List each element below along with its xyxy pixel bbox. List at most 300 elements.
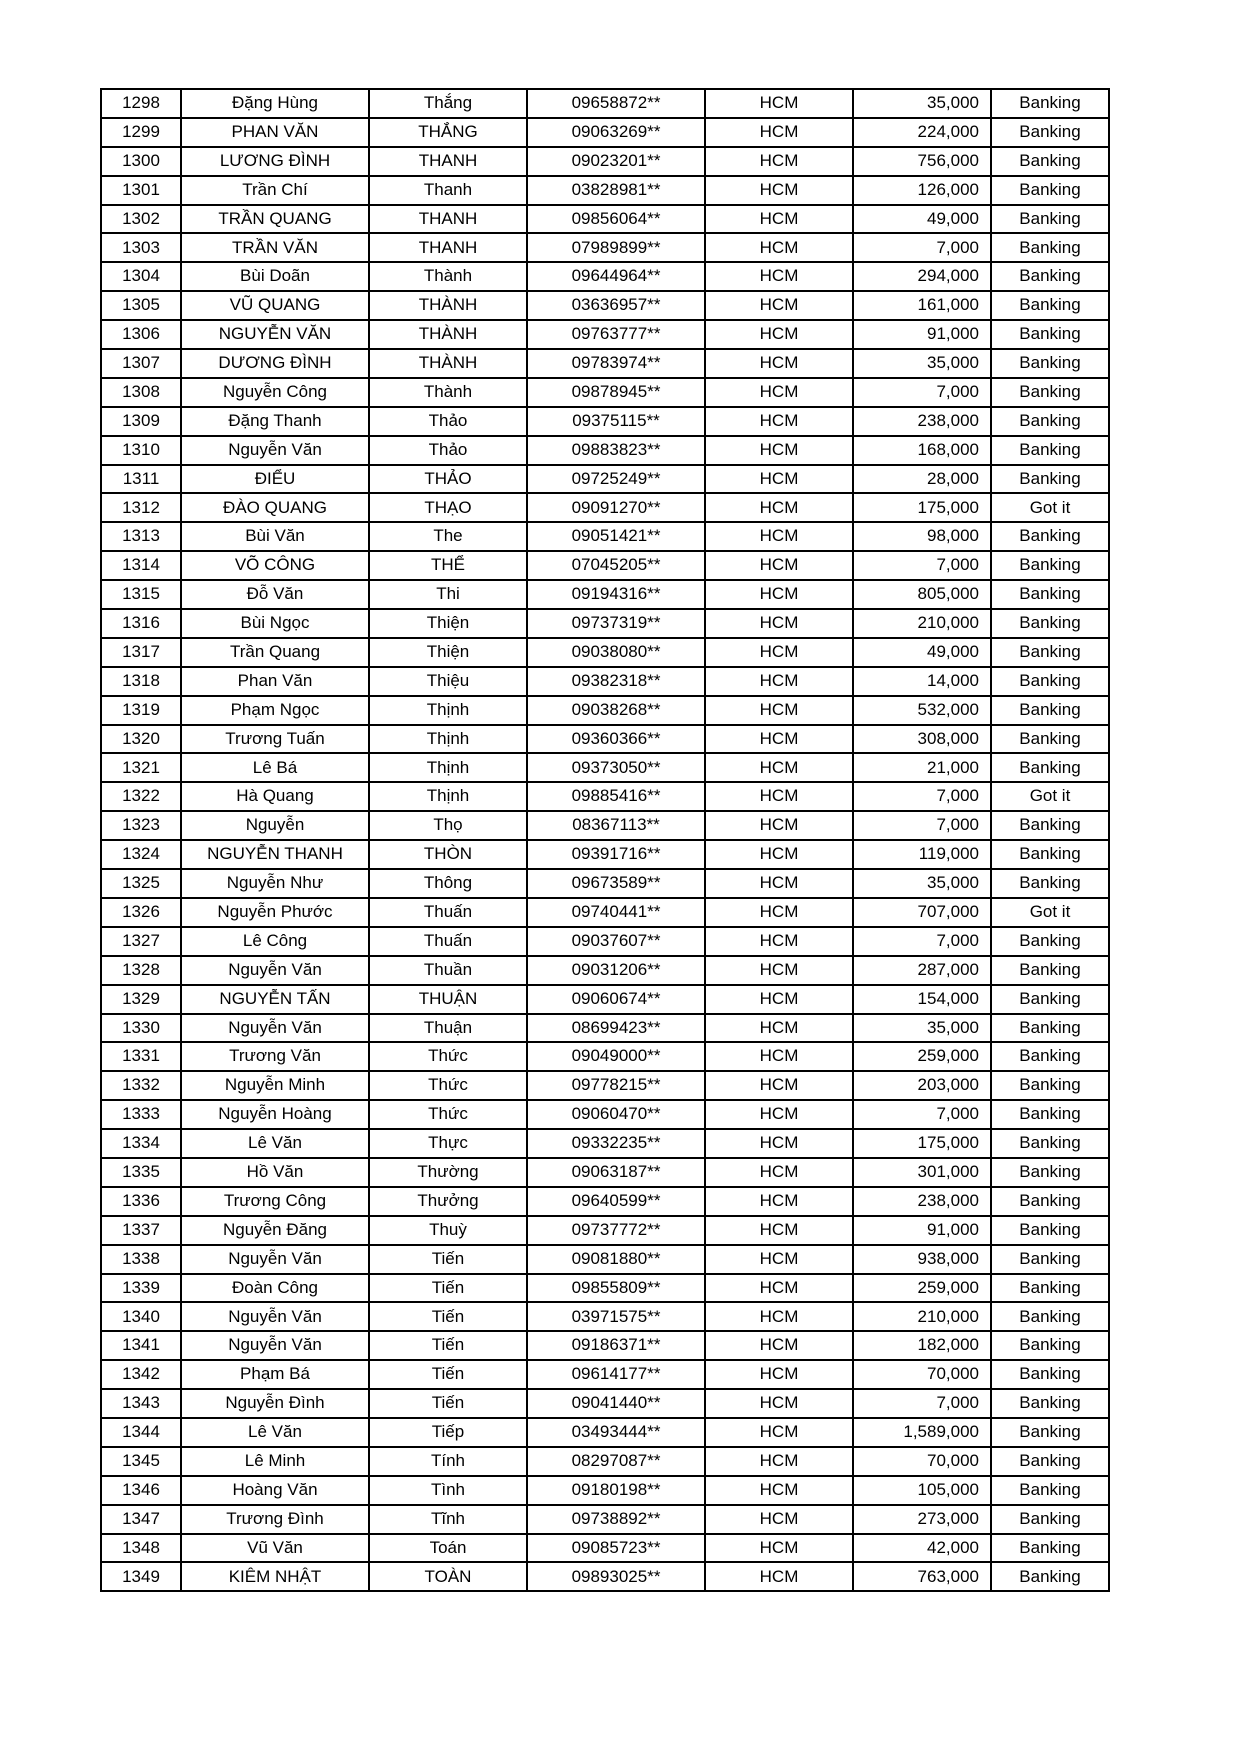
cell-given_name: THANH [369,233,527,262]
cell-surname_middle_name: KIÊM NHẬT [181,1562,369,1591]
cell-id: 1298 [101,89,181,118]
cell-region: HCM [705,233,853,262]
cell-surname_middle_name: VŨ QUANG [181,291,369,320]
cell-region: HCM [705,1389,853,1418]
cell-id: 1299 [101,118,181,147]
cell-status: Banking [991,811,1109,840]
table-row [101,580,1109,609]
cell-given_name: Thiệu [369,667,527,696]
cell-region: HCM [705,811,853,840]
cell-region: HCM [705,378,853,407]
cell-amount: 161,000 [853,291,991,320]
cell-given_name: Thảo [369,436,527,465]
cell-given_name: Tĩnh [369,1505,527,1534]
cell-phone: 09878945** [527,378,705,407]
cell-id: 1327 [101,927,181,956]
cell-status: Banking [991,1418,1109,1447]
table-row [101,118,1109,147]
cell-id: 1314 [101,551,181,580]
cell-phone: 09373050** [527,753,705,782]
cell-surname_middle_name: Hà Quang [181,782,369,811]
cell-surname_middle_name: Đặng Hùng [181,89,369,118]
cell-surname_middle_name: VÕ CÔNG [181,551,369,580]
cell-id: 1315 [101,580,181,609]
cell-id: 1346 [101,1476,181,1505]
cell-phone: 09737319** [527,609,705,638]
cell-id: 1331 [101,1042,181,1071]
table-row [101,349,1109,378]
cell-id: 1328 [101,956,181,985]
cell-status: Banking [991,1216,1109,1245]
cell-status: Banking [991,118,1109,147]
cell-id: 1304 [101,262,181,291]
table-row [101,1216,1109,1245]
cell-status: Banking [991,291,1109,320]
cell-region: HCM [705,609,853,638]
cell-surname_middle_name: Trần Chí [181,176,369,205]
cell-status: Banking [991,1505,1109,1534]
cell-region: HCM [705,522,853,551]
cell-phone: 09051421** [527,522,705,551]
cell-id: 1317 [101,638,181,667]
cell-surname_middle_name: Đặng Thanh [181,407,369,436]
cell-id: 1334 [101,1129,181,1158]
cell-id: 1339 [101,1274,181,1303]
cell-amount: 210,000 [853,609,991,638]
cell-phone: 09778215** [527,1071,705,1100]
table-row [101,927,1109,956]
table-row [101,638,1109,667]
cell-amount: 42,000 [853,1534,991,1563]
cell-phone: 09194316** [527,580,705,609]
cell-phone: 09063187** [527,1158,705,1187]
cell-phone: 09186371** [527,1331,705,1360]
table-row [101,1534,1109,1563]
cell-given_name: Thực [369,1129,527,1158]
cell-given_name: Thông [369,869,527,898]
table-row [101,1505,1109,1534]
cell-region: HCM [705,1245,853,1274]
table-row [101,436,1109,465]
table-row [101,869,1109,898]
cell-phone: 09085723** [527,1534,705,1563]
cell-surname_middle_name: Lê Văn [181,1129,369,1158]
cell-id: 1312 [101,493,181,522]
cell-region: HCM [705,262,853,291]
cell-amount: 224,000 [853,118,991,147]
cell-given_name: Thắng [369,89,527,118]
table-row [101,522,1109,551]
cell-given_name: Tiến [369,1389,527,1418]
cell-surname_middle_name: Nguyễn Văn [181,436,369,465]
cell-phone: 09614177** [527,1360,705,1389]
cell-id: 1319 [101,696,181,725]
cell-status: Banking [991,89,1109,118]
cell-status: Got it [991,898,1109,927]
cell-id: 1337 [101,1216,181,1245]
cell-phone: 09738892** [527,1505,705,1534]
cell-amount: 168,000 [853,436,991,465]
table-row [101,1071,1109,1100]
table-row [101,1360,1109,1389]
cell-status: Banking [991,1158,1109,1187]
cell-id: 1321 [101,753,181,782]
cell-given_name: THẠO [369,493,527,522]
cell-surname_middle_name: Nguyễn Như [181,869,369,898]
cell-surname_middle_name: TRẦN QUANG [181,205,369,234]
table-row [101,609,1109,638]
cell-phone: 09644964** [527,262,705,291]
cell-status: Banking [991,580,1109,609]
cell-region: HCM [705,840,853,869]
cell-given_name: Thuấn [369,898,527,927]
cell-status: Banking [991,956,1109,985]
cell-phone: 08297087** [527,1447,705,1476]
cell-given_name: Tiến [369,1360,527,1389]
cell-region: HCM [705,551,853,580]
table-row [101,753,1109,782]
cell-given_name: Thưởng [369,1187,527,1216]
cell-region: HCM [705,1476,853,1505]
table-row [101,89,1109,118]
table-row [101,840,1109,869]
cell-status: Banking [991,551,1109,580]
cell-surname_middle_name: Nguyễn Văn [181,1014,369,1043]
table-row [101,1129,1109,1158]
cell-id: 1307 [101,349,181,378]
cell-amount: 7,000 [853,782,991,811]
records-table [100,88,1110,1592]
table-row [101,262,1109,291]
cell-id: 1325 [101,869,181,898]
cell-amount: 70,000 [853,1447,991,1476]
cell-surname_middle_name: Vũ Văn [181,1534,369,1563]
cell-surname_middle_name: Nguyễn Văn [181,1302,369,1331]
cell-region: HCM [705,147,853,176]
cell-id: 1347 [101,1505,181,1534]
cell-phone: 09063269** [527,118,705,147]
cell-phone: 09023201** [527,147,705,176]
cell-phone: 03636957** [527,291,705,320]
cell-phone: 09382318** [527,667,705,696]
cell-phone: 09081880** [527,1245,705,1274]
cell-given_name: Thịnh [369,782,527,811]
cell-given_name: THÀNH [369,291,527,320]
cell-phone: 09037607** [527,927,705,956]
cell-surname_middle_name: ĐIỂU [181,465,369,494]
cell-given_name: THUẬN [369,985,527,1014]
cell-status: Banking [991,1042,1109,1071]
cell-region: HCM [705,1447,853,1476]
cell-status: Banking [991,840,1109,869]
cell-id: 1348 [101,1534,181,1563]
cell-id: 1303 [101,233,181,262]
cell-region: HCM [705,753,853,782]
cell-region: HCM [705,1014,853,1043]
cell-surname_middle_name: DƯƠNG ĐÌNH [181,349,369,378]
cell-given_name: Thiện [369,609,527,638]
cell-phone: 09763777** [527,320,705,349]
cell-region: HCM [705,176,853,205]
cell-id: 1322 [101,782,181,811]
cell-status: Banking [991,1100,1109,1129]
cell-surname_middle_name: Nguyễn Văn [181,1331,369,1360]
cell-given_name: Tính [369,1447,527,1476]
cell-phone: 09049000** [527,1042,705,1071]
cell-region: HCM [705,1534,853,1563]
cell-phone: 09060470** [527,1100,705,1129]
cell-amount: 7,000 [853,927,991,956]
cell-given_name: Tiến [369,1245,527,1274]
table-row [101,1389,1109,1418]
cell-given_name: Toán [369,1534,527,1563]
cell-amount: 14,000 [853,667,991,696]
cell-amount: 273,000 [853,1505,991,1534]
cell-amount: 763,000 [853,1562,991,1591]
cell-region: HCM [705,1274,853,1303]
cell-id: 1309 [101,407,181,436]
cell-surname_middle_name: Lê Minh [181,1447,369,1476]
cell-given_name: Thức [369,1100,527,1129]
cell-region: HCM [705,1505,853,1534]
cell-amount: 7,000 [853,811,991,840]
cell-region: HCM [705,1562,853,1591]
cell-phone: 09038268** [527,696,705,725]
cell-surname_middle_name: TRẦN VĂN [181,233,369,262]
cell-id: 1329 [101,985,181,1014]
cell-amount: 7,000 [853,551,991,580]
cell-given_name: THÀNH [369,320,527,349]
cell-status: Banking [991,522,1109,551]
cell-region: HCM [705,118,853,147]
cell-status: Banking [991,1389,1109,1418]
cell-amount: 756,000 [853,147,991,176]
cell-amount: 707,000 [853,898,991,927]
table-row [101,956,1109,985]
cell-status: Banking [991,1360,1109,1389]
table-row [101,291,1109,320]
cell-amount: 287,000 [853,956,991,985]
cell-id: 1311 [101,465,181,494]
cell-region: HCM [705,725,853,754]
table-row [101,1158,1109,1187]
table-row [101,378,1109,407]
cell-amount: 35,000 [853,869,991,898]
cell-amount: 91,000 [853,1216,991,1245]
table-row [101,1476,1109,1505]
cell-amount: 7,000 [853,1100,991,1129]
cell-phone: 09041440** [527,1389,705,1418]
cell-given_name: THANH [369,205,527,234]
cell-amount: 175,000 [853,1129,991,1158]
table-row [101,1562,1109,1591]
table-row [101,320,1109,349]
table-row [101,233,1109,262]
table-row [101,898,1109,927]
cell-status: Banking [991,1187,1109,1216]
cell-status: Banking [991,205,1109,234]
table-row [101,1100,1109,1129]
table-row [101,205,1109,234]
cell-given_name: THỂ [369,551,527,580]
cell-phone: 09885416** [527,782,705,811]
cell-surname_middle_name: Nguyễn Hoàng [181,1100,369,1129]
cell-given_name: Thi [369,580,527,609]
cell-status: Banking [991,176,1109,205]
cell-status: Banking [991,869,1109,898]
cell-status: Banking [991,1476,1109,1505]
cell-id: 1324 [101,840,181,869]
cell-given_name: The [369,522,527,551]
cell-status: Banking [991,667,1109,696]
cell-id: 1316 [101,609,181,638]
table-row [101,493,1109,522]
cell-amount: 35,000 [853,1014,991,1043]
cell-phone: 09658872** [527,89,705,118]
cell-region: HCM [705,1071,853,1100]
cell-surname_middle_name: Phạm Bá [181,1360,369,1389]
table-row [101,147,1109,176]
cell-phone: 08367113** [527,811,705,840]
cell-id: 1313 [101,522,181,551]
cell-id: 1349 [101,1562,181,1591]
table-row [101,1245,1109,1274]
cell-id: 1320 [101,725,181,754]
cell-amount: 49,000 [853,638,991,667]
cell-amount: 938,000 [853,1245,991,1274]
cell-given_name: THÀNH [369,349,527,378]
table-row [101,551,1109,580]
table-row [101,176,1109,205]
table-row [101,1187,1109,1216]
cell-region: HCM [705,291,853,320]
cell-given_name: Thường [369,1158,527,1187]
cell-surname_middle_name: Nguyễn [181,811,369,840]
cell-region: HCM [705,205,853,234]
cell-amount: 7,000 [853,1389,991,1418]
cell-status: Banking [991,1534,1109,1563]
cell-id: 1326 [101,898,181,927]
cell-region: HCM [705,580,853,609]
cell-id: 1305 [101,291,181,320]
cell-region: HCM [705,782,853,811]
cell-amount: 35,000 [853,349,991,378]
table-row [101,811,1109,840]
cell-status: Banking [991,407,1109,436]
cell-status: Banking [991,638,1109,667]
cell-given_name: Thuần [369,956,527,985]
cell-status: Banking [991,927,1109,956]
cell-amount: 294,000 [853,262,991,291]
cell-amount: 126,000 [853,176,991,205]
cell-phone: 09740441** [527,898,705,927]
cell-status: Banking [991,1274,1109,1303]
cell-id: 1341 [101,1331,181,1360]
cell-id: 1302 [101,205,181,234]
cell-status: Banking [991,147,1109,176]
table-row [101,667,1109,696]
cell-amount: 105,000 [853,1476,991,1505]
cell-surname_middle_name: Trương Văn [181,1042,369,1071]
cell-surname_middle_name: Lê Văn [181,1418,369,1447]
table-row [101,1447,1109,1476]
cell-status: Banking [991,320,1109,349]
cell-surname_middle_name: LƯƠNG ĐÌNH [181,147,369,176]
cell-given_name: Thành [369,378,527,407]
cell-surname_middle_name: Trần Quang [181,638,369,667]
cell-surname_middle_name: Nguyễn Minh [181,1071,369,1100]
cell-region: HCM [705,1360,853,1389]
cell-amount: 154,000 [853,985,991,1014]
cell-region: HCM [705,320,853,349]
cell-id: 1332 [101,1071,181,1100]
cell-given_name: Thiện [369,638,527,667]
cell-id: 1308 [101,378,181,407]
cell-id: 1301 [101,176,181,205]
cell-region: HCM [705,1187,853,1216]
cell-region: HCM [705,869,853,898]
cell-phone: 09031206** [527,956,705,985]
cell-surname_middle_name: Trương Đình [181,1505,369,1534]
cell-given_name: Thịnh [369,696,527,725]
cell-amount: 301,000 [853,1158,991,1187]
cell-phone: 09856064** [527,205,705,234]
cell-phone: 09883823** [527,436,705,465]
cell-phone: 08699423** [527,1014,705,1043]
cell-region: HCM [705,1100,853,1129]
cell-surname_middle_name: Bùi Ngọc [181,609,369,638]
cell-region: HCM [705,89,853,118]
cell-phone: 09060674** [527,985,705,1014]
cell-status: Banking [991,1447,1109,1476]
cell-region: HCM [705,927,853,956]
cell-phone: 09091270** [527,493,705,522]
cell-surname_middle_name: Nguyễn Phước [181,898,369,927]
cell-region: HCM [705,1042,853,1071]
cell-status: Banking [991,1071,1109,1100]
cell-status: Banking [991,725,1109,754]
cell-status: Banking [991,753,1109,782]
cell-id: 1310 [101,436,181,465]
cell-phone: 03971575** [527,1302,705,1331]
cell-status: Banking [991,985,1109,1014]
cell-amount: 1,589,000 [853,1418,991,1447]
cell-amount: 119,000 [853,840,991,869]
cell-phone: 09180198** [527,1476,705,1505]
cell-status: Banking [991,1562,1109,1591]
cell-region: HCM [705,696,853,725]
cell-status: Banking [991,436,1109,465]
cell-phone: 03828981** [527,176,705,205]
cell-status: Got it [991,493,1109,522]
cell-given_name: THẮNG [369,118,527,147]
cell-given_name: Thức [369,1042,527,1071]
cell-amount: 805,000 [853,580,991,609]
table-row [101,1042,1109,1071]
cell-region: HCM [705,465,853,494]
cell-surname_middle_name: Lê Bá [181,753,369,782]
cell-phone: 09360366** [527,725,705,754]
cell-status: Banking [991,1302,1109,1331]
cell-amount: 35,000 [853,89,991,118]
cell-phone: 03493444** [527,1418,705,1447]
cell-id: 1318 [101,667,181,696]
cell-id: 1342 [101,1360,181,1389]
cell-phone: 09640599** [527,1187,705,1216]
cell-given_name: Thuận [369,1014,527,1043]
cell-amount: 182,000 [853,1331,991,1360]
cell-given_name: Tiếp [369,1418,527,1447]
